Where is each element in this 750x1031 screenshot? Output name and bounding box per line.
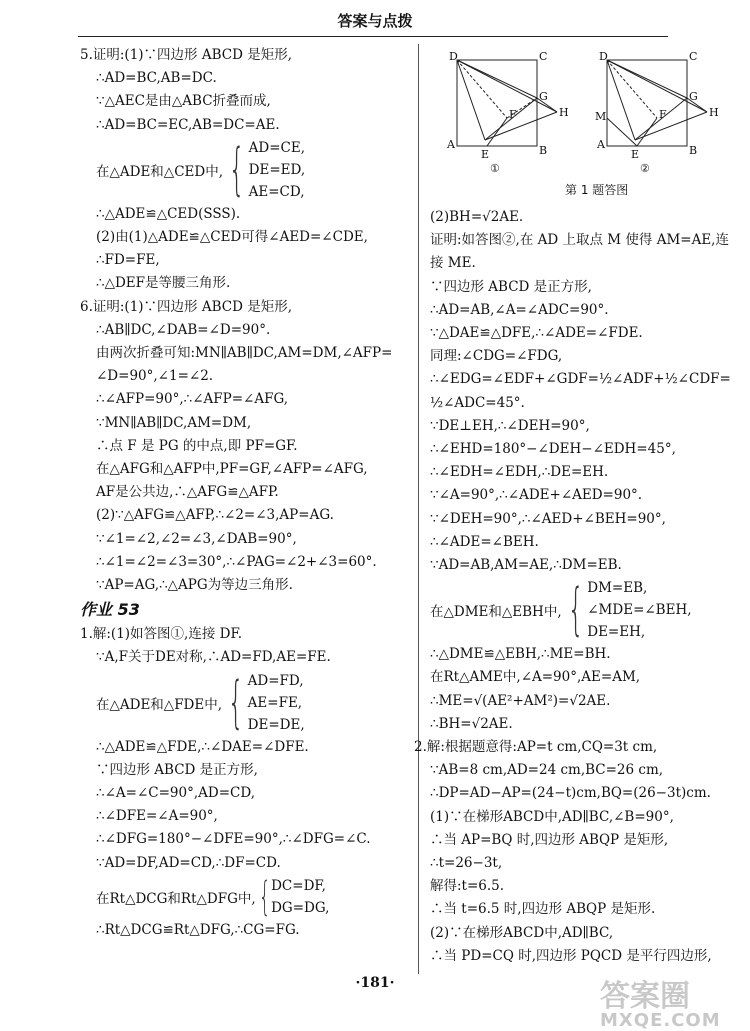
text-line: ∵∠1=∠2,∠2=∠3,∠DAB=90°, xyxy=(96,530,297,547)
point-label: B xyxy=(689,144,698,157)
text-line: ∵AD=AB,AM=AE,∴DM=EB. xyxy=(430,557,622,574)
point-label: E xyxy=(481,148,490,161)
text-line: ∴△DEF是等腰三角形. xyxy=(96,275,231,292)
text-line: ∴∠ADE=∠BEH. xyxy=(430,533,539,550)
text-line: ∴当 AP=BQ 时,四边形 ABQP 是矩形, xyxy=(430,831,669,848)
text-line: ∴∠1=∠2=∠3=30°,∴∠PAG=∠2+∠3=60°. xyxy=(96,553,377,570)
text-line: (1)∵在梯形ABCD中,AD∥BC,∠B=90°, xyxy=(430,808,674,825)
point-label: C xyxy=(689,50,698,63)
figure-diagram xyxy=(435,48,735,178)
text-line: 接 ME. xyxy=(430,255,476,272)
text-line: (2)∵△AFG≌△AFP,∴∠2=∠3,AP=AG. xyxy=(96,507,334,524)
text-line: ∠MDE=∠BEH, xyxy=(587,602,692,619)
figure-2-label: ② xyxy=(640,162,650,175)
text-line: 在Rt△DCG和Rt△DFG中, xyxy=(96,890,256,907)
text-line: ∵四边形 ABCD 是正方形, xyxy=(96,761,258,778)
point-label: A xyxy=(597,138,605,151)
text-line: ∴AD=BC,AB=DC. xyxy=(96,70,217,87)
text-line: ∴∠DFE=∠A=90°, xyxy=(96,808,218,825)
text-line: ∴Rt△DCG≌Rt△DFG,∴CG=FG. xyxy=(96,921,300,938)
point-label: D xyxy=(449,50,458,63)
text-line: ∵∠A=90°,∴∠ADE+∠AED=90°. xyxy=(430,487,643,504)
text-line: ∠D=90°,∠1=∠2. xyxy=(96,368,214,385)
text-line: ∵∠DEH=90°,∴∠AED+∠BEH=90°, xyxy=(430,510,666,527)
page-number: ·181· xyxy=(355,975,395,991)
text-line: 在△AFG和△AFP中,PF=GF,∠AFP=∠AFG, xyxy=(96,461,368,478)
text-line: ∴当 PD=CQ 时,四边形 PQCD 是平行四边形, xyxy=(430,947,712,964)
watermark-line: 答案圈 xyxy=(600,979,690,1014)
text-line: AD=FD, xyxy=(247,672,304,689)
text-line: (2)∵在梯形ABCD中,AD∥BC, xyxy=(430,924,614,941)
brace-icon: { xyxy=(228,136,245,202)
text-line: DE=EH, xyxy=(587,624,646,641)
text-line: ∴∠DFG=180°−∠DFE=90°,∴∠DFG=∠C. xyxy=(96,831,371,848)
column-divider xyxy=(418,44,419,974)
text-line: ∴∠AFP=90°,∴∠AFP=∠AFG, xyxy=(96,391,289,408)
brace-icon: { xyxy=(567,577,584,643)
point-label: G xyxy=(689,90,698,103)
text-line: AF是公共边,∴△AFG≌△AFP. xyxy=(96,484,279,501)
text-line: ∴∠EDG=∠EDF+∠GDF=½∠ADF+½∠CDF= xyxy=(430,371,731,388)
text-line: 1.解:(1)如答图①,连接 DF. xyxy=(80,626,243,643)
text-line: ∴∠A=∠C=90°,AD=CD, xyxy=(96,785,255,802)
point-label: C xyxy=(539,50,548,63)
left-column xyxy=(80,44,410,942)
section-heading: 作业 53 xyxy=(80,600,140,620)
text-line: ∴AB∥DC,∠DAB=∠D=90°. xyxy=(96,321,271,338)
text-line: ∵MN∥AB∥DC,AM=DM, xyxy=(96,414,252,431)
text-line: ∴△ADE≌△FDE,∴∠DAE=∠DFE. xyxy=(96,738,309,755)
text-line: 5.证明:(1)∵四边形 ABCD 是矩形, xyxy=(80,47,292,63)
equation-system xyxy=(80,875,410,919)
text-line: DE=DE, xyxy=(247,716,305,733)
text-line: ∵AB=8 cm,AD=24 cm,BC=26 cm, xyxy=(430,762,664,779)
text-line: DM=EB, xyxy=(587,580,648,597)
text-line: ∵DE⊥EH,∴∠DEH=90°, xyxy=(430,417,590,434)
figure-caption: 第 1 题答图 xyxy=(565,183,629,197)
text-line: (2)由(1)△ADE≌△CED可得∠AED=∠CDE, xyxy=(96,229,368,246)
text-line: 2.解:根据题意得:AP=t cm,CQ=3t cm, xyxy=(414,739,658,756)
point-label: B xyxy=(539,144,548,157)
text-line: ∵△DAE≌△DFE,∴∠ADE=∠FDE. xyxy=(430,325,643,342)
text-line: 在Rt△AME中,∠A=90°,AE=AM, xyxy=(430,669,641,686)
text-line: DE=ED, xyxy=(248,161,306,178)
text-line: ∴△DME≌△EBH,∴ME=BH. xyxy=(430,646,611,663)
text-line: DG=DG, xyxy=(271,899,330,916)
text-line: AE=FE, xyxy=(247,694,303,711)
text-line: ∴FD=FE, xyxy=(96,252,160,269)
text-line: ∵△AEC是由△ABC折叠而成, xyxy=(96,93,271,110)
figure-1-label: ① xyxy=(490,162,500,175)
point-label: M xyxy=(595,110,607,123)
point-label: D xyxy=(599,50,608,63)
text-line: ∵AP=AG,∴△APG为等边三角形. xyxy=(96,577,293,594)
watermark xyxy=(600,979,721,1031)
text-line: 在△DME和△EBH中, xyxy=(430,604,562,621)
brace-icon: { xyxy=(258,873,271,920)
text-line: 6.证明:(1)∵四边形 ABCD 是矩形, xyxy=(80,298,292,315)
text-line: (2)BH=√2AE. xyxy=(430,209,524,225)
equation-system xyxy=(430,577,750,643)
watermark-line: MXQE.COM xyxy=(600,1010,721,1031)
point-label: H xyxy=(559,106,569,119)
point-label: E xyxy=(631,148,640,161)
point-label: F xyxy=(659,108,667,121)
text-line: ∴t=26−3t, xyxy=(430,855,503,872)
point-label: H xyxy=(709,106,719,119)
text-line: ∴ME=√(AE²+AM²)=√2AE. xyxy=(430,692,611,709)
text-line: ∴∠EDH=∠EDH,∴DE=EH. xyxy=(430,464,609,481)
text-line: 解得:t=6.5. xyxy=(430,878,505,895)
text-line: ∵四边形 ABCD 是正方形, xyxy=(430,278,592,295)
point-label: F xyxy=(509,108,517,121)
equation-system xyxy=(80,670,410,736)
text-line: 证明:如答图②,在 AD 上取点 M 使得 AM=AE,连 xyxy=(430,232,729,249)
text-line: DC=DF, xyxy=(271,877,326,894)
point-label: G xyxy=(539,90,548,103)
text-line: ∵A,F关于DE对称,∴AD=FD,AE=FE. xyxy=(96,649,331,666)
text-line: ∴DP=AD−AP=(24−t)cm,BQ=(26−3t)cm. xyxy=(430,785,711,802)
equation-system xyxy=(80,137,410,203)
text-line: ∴∠EHD=180°−∠DEH−∠EDH=45°, xyxy=(430,441,676,458)
text-line: ∵AD=DF,AD=CD,∴DF=CD. xyxy=(96,854,281,871)
point-label: A xyxy=(447,138,455,151)
geometry-figure xyxy=(435,48,735,208)
page-header: 答案与点拨 xyxy=(337,12,413,30)
text-line: ∴BH=√2AE. xyxy=(430,715,513,732)
brace-icon: { xyxy=(227,669,244,735)
text-line: 同理:∠CDG=∠FDG, xyxy=(430,348,563,365)
text-line: ∴AD=BC=EC,AB=DC=AE. xyxy=(96,116,280,133)
right-column xyxy=(414,206,750,968)
text-line: 在△ADE和△CED中, xyxy=(96,163,223,180)
text-line: ½∠ADC=45°. xyxy=(430,394,525,411)
text-line: ∴当 t=6.5 时,四边形 ABQP 是矩形. xyxy=(430,901,656,918)
text-line: ∴点 F 是 PG 的中点,即 PF=GF. xyxy=(96,437,298,454)
text-line: AE=CD, xyxy=(248,183,305,200)
text-line: AD=CE, xyxy=(248,139,306,156)
text-line: ∴AD=AB,∠A=∠ADC=90°. xyxy=(430,301,609,318)
header-rule xyxy=(78,36,668,37)
text-line: 由两次折叠可知:MN∥AB∥DC,AM=DM,∠AFP= xyxy=(96,345,393,362)
text-line: ∴△ADE≌△CED(SSS). xyxy=(96,205,241,222)
text-line: 在△ADE和△FDE中, xyxy=(96,696,223,713)
